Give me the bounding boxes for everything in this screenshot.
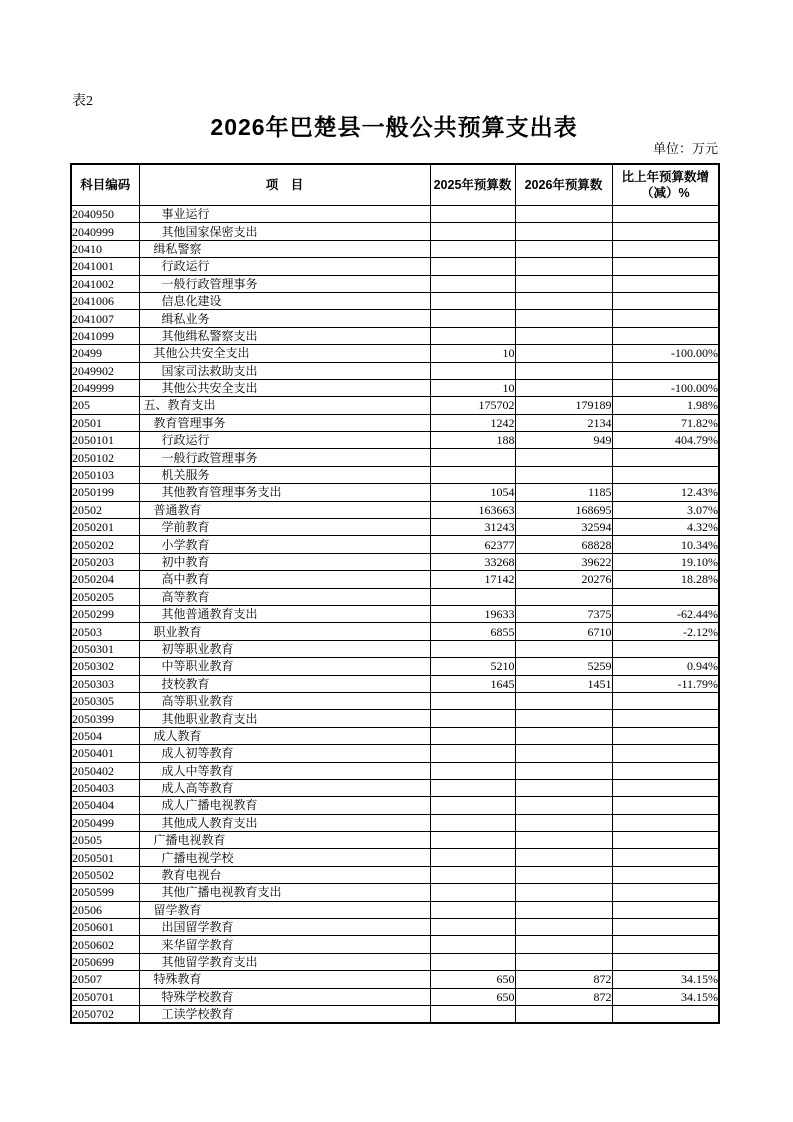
cell-budget-2026: 949 (515, 432, 612, 449)
cell-budget-2025: 1054 (430, 484, 515, 501)
table-row (71, 292, 719, 309)
cell-item-name: 来华留学教育 (139, 936, 430, 953)
table-row (71, 797, 719, 814)
cell-item-name: 出国留学教育 (139, 919, 430, 936)
cell-subject-code: 2041099 (71, 327, 139, 344)
cell-item-name: 一般行政管理事务 (139, 275, 430, 292)
cell-change-pct (612, 258, 719, 275)
cell-change-pct (612, 466, 719, 483)
cell-budget-2026 (515, 849, 612, 866)
cell-subject-code: 205 (71, 397, 139, 414)
table-row (71, 988, 719, 1005)
cell-budget-2025: 6855 (430, 623, 515, 640)
cell-budget-2026: 179189 (515, 397, 612, 414)
cell-budget-2025 (430, 240, 515, 257)
table-row (71, 814, 719, 831)
table-row (71, 710, 719, 727)
cell-change-pct (612, 727, 719, 744)
table-row (71, 571, 719, 588)
cell-change-pct (612, 936, 719, 953)
cell-change-pct (612, 797, 719, 814)
cell-subject-code: 20410 (71, 240, 139, 257)
cell-subject-code: 2050201 (71, 519, 139, 536)
cell-subject-code: 2050205 (71, 588, 139, 605)
cell-change-pct: 0.94% (612, 658, 719, 675)
table-row (71, 675, 719, 692)
cell-subject-code: 2050599 (71, 884, 139, 901)
cell-change-pct (612, 849, 719, 866)
table-row (71, 971, 719, 988)
table-row (71, 484, 719, 501)
cell-budget-2025 (430, 692, 515, 709)
cell-budget-2025 (430, 745, 515, 762)
table-row (71, 310, 719, 327)
cell-budget-2026 (515, 310, 612, 327)
cell-budget-2026 (515, 240, 612, 257)
cell-item-name: 成人中等教育 (139, 762, 430, 779)
cell-budget-2025: 650 (430, 988, 515, 1005)
cell-item-name: 小学教育 (139, 536, 430, 553)
table-row (71, 258, 719, 275)
table-row (71, 536, 719, 553)
cell-budget-2025 (430, 779, 515, 796)
cell-budget-2026: 872 (515, 971, 612, 988)
cell-change-pct: -100.00% (612, 379, 719, 396)
cell-subject-code: 2041002 (71, 275, 139, 292)
cell-budget-2025 (430, 727, 515, 744)
cell-budget-2025 (430, 275, 515, 292)
column-header-change-pct: 比上年预算数增（减）% (612, 164, 719, 206)
cell-item-name: 其他留学教育支出 (139, 953, 430, 970)
cell-item-name: 高中教育 (139, 571, 430, 588)
cell-change-pct (612, 310, 719, 327)
table-row (71, 553, 719, 570)
cell-budget-2026: 7375 (515, 605, 612, 622)
cell-subject-code: 2050702 (71, 1005, 139, 1023)
table-row (71, 658, 719, 675)
cell-change-pct: 1.98% (612, 397, 719, 414)
cell-subject-code: 2050501 (71, 849, 139, 866)
table-row (71, 762, 719, 779)
cell-change-pct (612, 762, 719, 779)
cell-budget-2026 (515, 762, 612, 779)
cell-change-pct (612, 1005, 719, 1023)
cell-change-pct (612, 919, 719, 936)
cell-budget-2026 (515, 692, 612, 709)
table-row (71, 206, 719, 223)
budget-table-body (71, 206, 719, 1024)
cell-subject-code: 2041007 (71, 310, 139, 327)
cell-subject-code: 2041001 (71, 258, 139, 275)
cell-budget-2026 (515, 884, 612, 901)
cell-budget-2025: 5210 (430, 658, 515, 675)
cell-subject-code: 2050302 (71, 658, 139, 675)
cell-budget-2025: 10 (430, 345, 515, 362)
cell-item-name: 事业运行 (139, 206, 430, 223)
cell-item-name: 成人初等教育 (139, 745, 430, 762)
table-row (71, 362, 719, 379)
budget-table (70, 163, 720, 1024)
cell-item-name: 初中教育 (139, 553, 430, 570)
table-row (71, 327, 719, 344)
unit-label: 单位：万元 (652, 141, 718, 156)
table-row (71, 432, 719, 449)
cell-budget-2026 (515, 362, 612, 379)
cell-item-name: 其他教育管理事务支出 (139, 484, 430, 501)
cell-budget-2025 (430, 797, 515, 814)
cell-budget-2026 (515, 345, 612, 362)
cell-item-name: 其他缉私警察支出 (139, 327, 430, 344)
cell-change-pct: -62.44% (612, 605, 719, 622)
cell-item-name: 缉私警察 (139, 240, 430, 257)
cell-budget-2026 (515, 1005, 612, 1023)
cell-budget-2025 (430, 919, 515, 936)
cell-budget-2025: 163663 (430, 501, 515, 518)
cell-budget-2026 (515, 936, 612, 953)
table-row (71, 884, 719, 901)
table-row (71, 623, 719, 640)
cell-budget-2026 (515, 953, 612, 970)
cell-change-pct: 4.32% (612, 519, 719, 536)
cell-change-pct (612, 866, 719, 883)
cell-subject-code: 2050301 (71, 640, 139, 657)
cell-item-name: 职业教育 (139, 623, 430, 640)
cell-item-name: 其他普通教育支出 (139, 605, 430, 622)
cell-budget-2025 (430, 310, 515, 327)
cell-item-name: 机关服务 (139, 466, 430, 483)
cell-budget-2026 (515, 919, 612, 936)
cell-item-name: 技校教育 (139, 675, 430, 692)
cell-subject-code: 2040999 (71, 223, 139, 240)
cell-budget-2026 (515, 449, 612, 466)
cell-change-pct (612, 292, 719, 309)
cell-item-name: 广播电视学校 (139, 849, 430, 866)
cell-change-pct: 3.07% (612, 501, 719, 518)
table-row (71, 849, 719, 866)
table-row (71, 223, 719, 240)
column-header-item: 项 目 (139, 164, 430, 206)
cell-item-name: 成人高等教育 (139, 779, 430, 796)
table-row (71, 727, 719, 744)
table-row (71, 345, 719, 362)
column-header-subject-code: 科目编码 (71, 164, 139, 206)
cell-budget-2025 (430, 466, 515, 483)
cell-budget-2026 (515, 588, 612, 605)
cell-budget-2026 (515, 710, 612, 727)
cell-budget-2026 (515, 292, 612, 309)
cell-subject-code: 20502 (71, 501, 139, 518)
cell-item-name: 行政运行 (139, 258, 430, 275)
cell-budget-2025 (430, 866, 515, 883)
cell-item-name: 成人教育 (139, 727, 430, 744)
cell-subject-code: 2050499 (71, 814, 139, 831)
table-row (71, 397, 719, 414)
cell-budget-2026 (515, 832, 612, 849)
cell-change-pct (612, 692, 719, 709)
cell-item-name: 教育电视台 (139, 866, 430, 883)
table-row (71, 692, 719, 709)
cell-budget-2026: 1185 (515, 484, 612, 501)
cell-budget-2025: 19633 (430, 605, 515, 622)
cell-budget-2025: 33268 (430, 553, 515, 570)
sheet-number-label: 表2 (72, 94, 93, 109)
cell-budget-2025 (430, 206, 515, 223)
cell-subject-code: 2050404 (71, 797, 139, 814)
cell-item-name: 缉私业务 (139, 310, 430, 327)
table-row (71, 466, 719, 483)
cell-budget-2026: 6710 (515, 623, 612, 640)
cell-budget-2025 (430, 223, 515, 240)
cell-budget-2026: 872 (515, 988, 612, 1005)
cell-subject-code: 20504 (71, 727, 139, 744)
cell-item-name: 学前教育 (139, 519, 430, 536)
cell-change-pct (612, 223, 719, 240)
column-header-budget-2026: 2026年预算数 (515, 164, 612, 206)
cell-item-name: 教育管理事务 (139, 414, 430, 431)
cell-budget-2026 (515, 814, 612, 831)
cell-change-pct (612, 745, 719, 762)
cell-budget-2026 (515, 327, 612, 344)
cell-budget-2025 (430, 901, 515, 918)
cell-change-pct (612, 814, 719, 831)
table-row (71, 501, 719, 518)
cell-subject-code: 2050401 (71, 745, 139, 762)
cell-item-name: 高等教育 (139, 588, 430, 605)
cell-subject-code: 2050102 (71, 449, 139, 466)
cell-subject-code: 2050403 (71, 779, 139, 796)
cell-budget-2025: 31243 (430, 519, 515, 536)
cell-subject-code: 2050502 (71, 866, 139, 883)
cell-budget-2026 (515, 797, 612, 814)
cell-item-name: 工读学校教育 (139, 1005, 430, 1023)
cell-budget-2025 (430, 362, 515, 379)
cell-change-pct (612, 832, 719, 849)
cell-item-name: 特殊学校教育 (139, 988, 430, 1005)
cell-budget-2026: 20276 (515, 571, 612, 588)
cell-subject-code: 2050303 (71, 675, 139, 692)
cell-item-name: 其他公共安全支出 (139, 345, 430, 362)
cell-subject-code: 2041006 (71, 292, 139, 309)
cell-item-name: 国家司法救助支出 (139, 362, 430, 379)
cell-budget-2025: 175702 (430, 397, 515, 414)
cell-budget-2025: 62377 (430, 536, 515, 553)
cell-item-name: 特殊教育 (139, 971, 430, 988)
table-row (71, 866, 719, 883)
cell-item-name: 其他职业教育支出 (139, 710, 430, 727)
cell-change-pct (612, 240, 719, 257)
table-row (71, 936, 719, 953)
cell-change-pct: -100.00% (612, 345, 719, 362)
cell-budget-2025 (430, 884, 515, 901)
cell-change-pct (612, 449, 719, 466)
cell-change-pct (612, 884, 719, 901)
cell-change-pct: -11.79% (612, 675, 719, 692)
cell-subject-code: 2050103 (71, 466, 139, 483)
cell-item-name: 一般行政管理事务 (139, 449, 430, 466)
cell-subject-code: 20501 (71, 414, 139, 431)
table-row (71, 640, 719, 657)
cell-budget-2025 (430, 1005, 515, 1023)
table-row (71, 919, 719, 936)
table-row (71, 1005, 719, 1023)
cell-subject-code: 2050602 (71, 936, 139, 953)
cell-item-name: 其他成人教育支出 (139, 814, 430, 831)
cell-subject-code: 2050101 (71, 432, 139, 449)
cell-subject-code: 2050202 (71, 536, 139, 553)
cell-budget-2025 (430, 832, 515, 849)
cell-budget-2026 (515, 466, 612, 483)
cell-budget-2026 (515, 275, 612, 292)
cell-subject-code: 2050402 (71, 762, 139, 779)
cell-subject-code: 2050399 (71, 710, 139, 727)
cell-budget-2026: 68828 (515, 536, 612, 553)
cell-budget-2026 (515, 640, 612, 657)
cell-budget-2025 (430, 640, 515, 657)
cell-item-name: 其他公共安全支出 (139, 379, 430, 396)
cell-budget-2025: 1242 (430, 414, 515, 431)
cell-subject-code: 20505 (71, 832, 139, 849)
cell-change-pct (612, 901, 719, 918)
cell-budget-2025 (430, 588, 515, 605)
cell-budget-2025 (430, 849, 515, 866)
cell-budget-2026 (515, 866, 612, 883)
cell-item-name: 其他广播电视教育支出 (139, 884, 430, 901)
cell-budget-2025 (430, 327, 515, 344)
cell-budget-2026 (515, 223, 612, 240)
table-row (71, 779, 719, 796)
cell-change-pct: 10.34% (612, 536, 719, 553)
cell-change-pct: 71.82% (612, 414, 719, 431)
cell-budget-2025: 17142 (430, 571, 515, 588)
cell-subject-code: 20499 (71, 345, 139, 362)
table-row (71, 605, 719, 622)
table-header-row (71, 164, 719, 206)
cell-budget-2026: 168695 (515, 501, 612, 518)
cell-budget-2025 (430, 258, 515, 275)
cell-subject-code: 2050203 (71, 553, 139, 570)
cell-item-name: 信息化建设 (139, 292, 430, 309)
table-row (71, 745, 719, 762)
cell-subject-code: 2050305 (71, 692, 139, 709)
cell-budget-2026 (515, 779, 612, 796)
cell-subject-code: 20506 (71, 901, 139, 918)
cell-change-pct: 18.28% (612, 571, 719, 588)
cell-subject-code: 20503 (71, 623, 139, 640)
table-row (71, 240, 719, 257)
cell-budget-2026: 39622 (515, 553, 612, 570)
cell-item-name: 五、教育支出 (139, 397, 430, 414)
cell-budget-2026 (515, 745, 612, 762)
cell-budget-2026 (515, 258, 612, 275)
cell-budget-2025: 1645 (430, 675, 515, 692)
cell-subject-code: 2049999 (71, 379, 139, 396)
cell-subject-code: 2050204 (71, 571, 139, 588)
cell-subject-code: 2050701 (71, 988, 139, 1005)
cell-budget-2025 (430, 449, 515, 466)
cell-change-pct (612, 362, 719, 379)
cell-subject-code: 2050601 (71, 919, 139, 936)
table-row (71, 588, 719, 605)
cell-budget-2026 (515, 206, 612, 223)
cell-budget-2026 (515, 901, 612, 918)
cell-change-pct (612, 953, 719, 970)
cell-budget-2026 (515, 727, 612, 744)
page-title: 2026年巴楚县一般公共预算支出表 (210, 114, 578, 140)
cell-change-pct (612, 640, 719, 657)
cell-item-name: 行政运行 (139, 432, 430, 449)
cell-item-name: 初等职业教育 (139, 640, 430, 657)
cell-change-pct: 34.15% (612, 988, 719, 1005)
cell-budget-2026: 1451 (515, 675, 612, 692)
cell-item-name: 中等职业教育 (139, 658, 430, 675)
cell-budget-2026: 5259 (515, 658, 612, 675)
cell-subject-code: 2040950 (71, 206, 139, 223)
table-row (71, 449, 719, 466)
cell-change-pct (612, 588, 719, 605)
cell-budget-2025 (430, 762, 515, 779)
cell-budget-2025: 650 (430, 971, 515, 988)
cell-budget-2025 (430, 814, 515, 831)
cell-subject-code: 2050199 (71, 484, 139, 501)
cell-item-name: 普通教育 (139, 501, 430, 518)
cell-change-pct (612, 710, 719, 727)
column-header-budget-2025: 2025年预算数 (430, 164, 515, 206)
cell-subject-code: 2049902 (71, 362, 139, 379)
table-row (71, 953, 719, 970)
table-row (71, 379, 719, 396)
cell-item-name: 广播电视教育 (139, 832, 430, 849)
cell-item-name: 其他国家保密支出 (139, 223, 430, 240)
cell-change-pct (612, 779, 719, 796)
cell-change-pct: 34.15% (612, 971, 719, 988)
cell-subject-code: 2050699 (71, 953, 139, 970)
cell-change-pct: 12.43% (612, 484, 719, 501)
cell-change-pct (612, 275, 719, 292)
cell-budget-2025 (430, 710, 515, 727)
table-row (71, 519, 719, 536)
cell-subject-code: 2050299 (71, 605, 139, 622)
cell-item-name: 高等职业教育 (139, 692, 430, 709)
cell-budget-2026: 2134 (515, 414, 612, 431)
cell-item-name: 成人广播电视教育 (139, 797, 430, 814)
cell-change-pct (612, 327, 719, 344)
cell-budget-2026: 32594 (515, 519, 612, 536)
table-row (71, 901, 719, 918)
cell-budget-2026 (515, 379, 612, 396)
cell-budget-2025 (430, 936, 515, 953)
cell-budget-2025: 10 (430, 379, 515, 396)
cell-item-name: 留学教育 (139, 901, 430, 918)
cell-subject-code: 20507 (71, 971, 139, 988)
table-row (71, 414, 719, 431)
table-row (71, 275, 719, 292)
cell-budget-2025: 188 (430, 432, 515, 449)
cell-budget-2025 (430, 953, 515, 970)
cell-change-pct: 404.79% (612, 432, 719, 449)
cell-budget-2025 (430, 292, 515, 309)
table-row (71, 832, 719, 849)
cell-change-pct: 19.10% (612, 553, 719, 570)
cell-change-pct: -2.12% (612, 623, 719, 640)
cell-change-pct (612, 206, 719, 223)
